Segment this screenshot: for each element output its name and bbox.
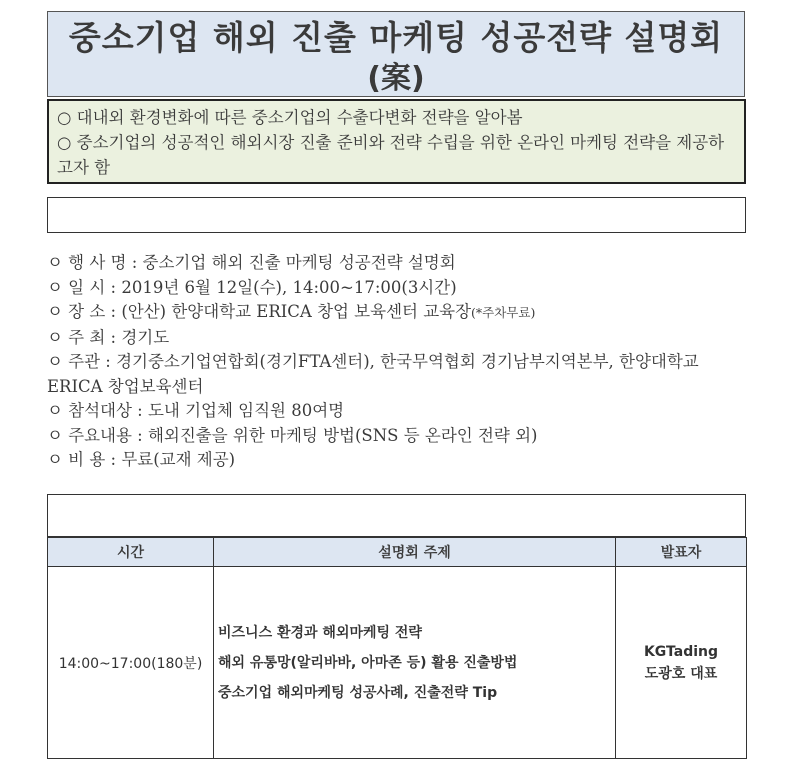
table-row [48,567,747,759]
detail-participants: ㅇ 참석대상 : 도내 기업체 임직원 80여명 [47,401,345,420]
detail-venue-note: (*주차무료) [471,305,536,320]
title-box [47,11,745,97]
presenter-company: KGTading [643,643,719,660]
detail-venue-text: ㅇ 장 소 : (안산) 한양대학교 ERICA 창업 보육센터 교육장 [47,302,472,321]
page-title-suffix: (案) [367,61,425,96]
detail-datetime: ㅇ 일 시 : 2019년 6월 12일(수), 14:00~17:00(3시간) [47,277,457,297]
detail-event-name: ㅇ 행 사 명 : 중소기업 해외 진출 마케팅 성공전략 설명회 [47,253,456,272]
empty-section-box-2 [47,494,746,537]
detail-cost: ㅇ 비 용 : 무료(교재 제공) [47,450,236,469]
cell-time: 14:00~17:00(180분) [48,567,214,759]
header-presenter: 발표자 [616,538,747,567]
purpose-item: ○ 중소기업의 성공적인 해외시장 진출 준비와 전략 수립을 위한 온라인 마케팅 전략을 제공하고자 함 [57,133,725,177]
detail-organizer: ㅇ 주관 : 경기중소기업연합회(경기FTA센터), 한국무역협회 경기남부지역본부, 한양대학교 ERICA 창업보육센터 [47,352,699,396]
detail-content: ㅇ 주요내용 : 해외진출을 위한 마케팅 방법(SNS 등 온라인 전략 외) [47,425,538,445]
cell-presenter [616,567,747,759]
event-details [47,251,749,473]
topic-item: 비즈니스 환경과 해외마케팅 전략 [218,624,422,641]
topic-item: 해외 유통망(알리바바, 아마존 등) 활용 진출방법 [218,654,518,671]
purpose-box [47,99,746,184]
detail-venue [47,300,749,326]
header-topic: 설명회 주제 [214,538,616,567]
header-time: 시간 [48,538,214,567]
cell-topics [214,567,616,759]
topic-item: 중소기업 해외마케팅 성공사례, 진출전략 Tip [218,684,498,701]
schedule-header-row [48,538,747,567]
empty-section-box [47,197,746,233]
detail-host: ㅇ 주 최 : 경기도 [47,327,170,347]
purpose-item: ○ 대내외 환경변화에 따른 중소기업의 수출다변화 전략을 알아봄 [57,108,523,127]
page-title: 중소기업 해외 진출 마케팅 성공전략 설명회 [68,18,724,57]
presenter-name: 도광호 대표 [644,665,718,682]
schedule-table [47,537,747,759]
